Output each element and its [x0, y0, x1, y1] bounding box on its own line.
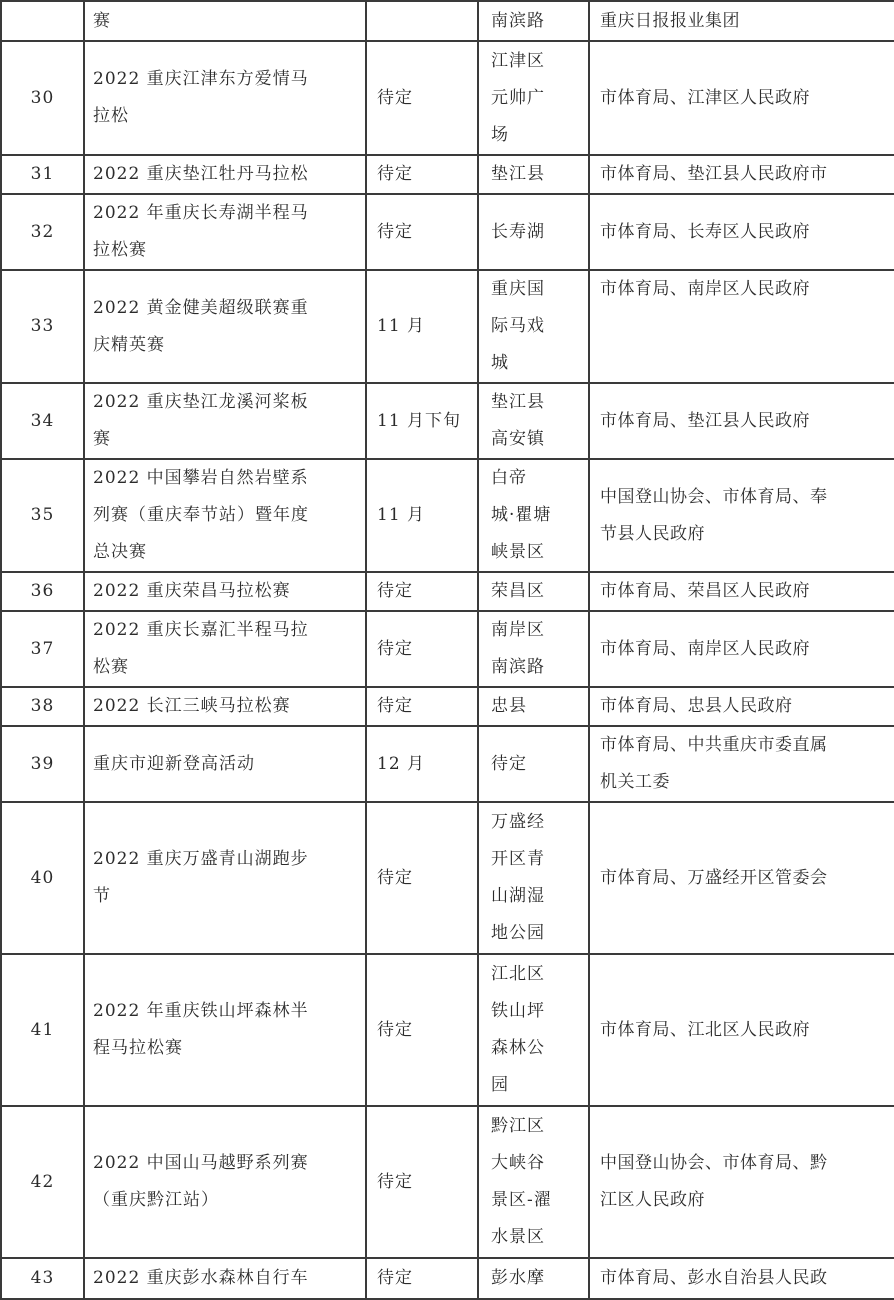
cell-number: 43	[1, 1258, 84, 1299]
cell-location-line: 长寿湖	[491, 221, 545, 242]
cell-time-line: 待定	[377, 221, 413, 242]
cell-event-name-line: 2022 重庆万盛青山湖跑步	[93, 849, 309, 869]
table-row	[1, 802, 894, 954]
cell-location-line: 场	[491, 124, 509, 145]
cell-location-line: 白帝	[491, 468, 527, 488]
cell-number: 35	[1, 459, 84, 572]
table-row	[1, 611, 894, 687]
cell-location	[478, 1258, 589, 1299]
cell-event-name-line: 2022 重庆彭水森林自行车	[93, 1268, 309, 1288]
cell-time	[366, 270, 478, 383]
cell-event-name-line: 2022 长江三峡马拉松赛	[93, 696, 291, 716]
cell-time-line: 11 月	[377, 505, 426, 525]
cell-time-line: 待定	[377, 696, 413, 716]
cell-time	[366, 459, 478, 572]
cell-location	[478, 270, 589, 383]
cell-location-line: 际马戏	[491, 316, 545, 336]
cell-event-name	[84, 383, 366, 459]
cell-location-line: 垫江县	[491, 164, 545, 184]
cell-event-name	[84, 155, 366, 194]
cell-number: 42	[1, 1106, 84, 1258]
cell-event-name	[84, 459, 366, 572]
cell-organizer	[589, 194, 894, 270]
cell-number: 34	[1, 383, 84, 459]
cell-event-name	[84, 687, 366, 726]
cell-organizer-line: 江区人民政府	[600, 1190, 705, 1210]
cell-time	[366, 1258, 478, 1299]
table-row	[1, 726, 894, 802]
cell-location-line: 荣昌区	[491, 581, 545, 601]
cell-event-name	[84, 954, 366, 1106]
cell-location-line: 南滨路	[491, 657, 545, 677]
cell-event-name-line: 列赛（重庆奉节站）暨年度	[93, 505, 309, 525]
cell-time-line: 待定	[377, 1019, 413, 1040]
cell-location-line: 黔江区	[491, 1116, 545, 1136]
cell-organizer-line: 市体育局、江津区人民政府	[600, 87, 810, 108]
cell-location-line: 江北区	[491, 964, 545, 984]
cell-event-name-line: 2022 重庆长嘉汇半程马拉	[93, 620, 309, 640]
cell-location-line: 森林公	[491, 1038, 545, 1058]
cell-organizer-line: 市体育局、忠县人民政府	[600, 696, 793, 716]
events-table-body	[1, 1, 894, 1299]
cell-event-name-line: 2022 中国山马越野系列赛	[93, 1153, 309, 1173]
table-row	[1, 41, 894, 155]
cell-event-name-line: 重庆市迎新登高活动	[93, 753, 255, 774]
cell-event-name	[84, 1, 366, 41]
cell-time	[366, 41, 478, 155]
cell-time	[366, 726, 478, 802]
cell-location-line: 地公园	[491, 923, 545, 943]
cell-event-name	[84, 726, 366, 802]
cell-event-name-line: 2022 中国攀岩自然岩壁系	[93, 468, 309, 488]
cell-organizer-line: 市体育局、长寿区人民政府	[600, 221, 810, 242]
cell-organizer	[589, 1, 894, 41]
cell-number: 37	[1, 611, 84, 687]
cell-location-line: 垫江县	[491, 392, 545, 412]
cell-event-name-line: 2022 重庆荣昌马拉松赛	[93, 581, 291, 601]
cell-event-name-line: 2022 年重庆铁山坪森林半	[93, 1001, 309, 1021]
cell-number: 32	[1, 194, 84, 270]
cell-location	[478, 1, 589, 41]
cell-time	[366, 383, 478, 459]
cell-time-line: 11 月	[377, 316, 426, 336]
cell-organizer-line: 重庆日报报业集团	[600, 10, 740, 31]
cell-location	[478, 802, 589, 954]
cell-organizer-line: 市体育局、南岸区人民政府	[600, 279, 810, 299]
cell-event-name-line: 拉松	[93, 106, 129, 126]
table-row	[1, 155, 894, 194]
cell-event-name-line: 节	[93, 886, 111, 906]
cell-event-name-line: 2022 黄金健美超级联赛重	[93, 297, 309, 318]
cell-location	[478, 1106, 589, 1258]
table-row	[1, 459, 894, 572]
cell-event-name	[84, 611, 366, 687]
cell-event-name	[84, 1258, 366, 1299]
cell-location-line: 高安镇	[491, 429, 545, 449]
cell-time-line: 待定	[377, 164, 413, 184]
cell-event-name-line: 程马拉松赛	[93, 1038, 183, 1058]
cell-location-line: 铁山坪	[491, 1001, 545, 1021]
cell-location	[478, 687, 589, 726]
cell-location	[478, 41, 589, 155]
cell-event-name	[84, 194, 366, 270]
cell-location	[478, 194, 589, 270]
cell-event-name-line: 松赛	[93, 657, 129, 677]
cell-organizer-line: 机关工委	[600, 772, 670, 792]
cell-time	[366, 1, 478, 41]
cell-time-line: 待定	[377, 867, 413, 888]
cell-time-line: 11 月下旬	[377, 410, 462, 431]
cell-time	[366, 611, 478, 687]
cell-organizer	[589, 41, 894, 155]
cell-event-name-line: 2022 重庆垫江牡丹马拉松	[93, 164, 309, 184]
cell-location	[478, 726, 589, 802]
cell-location	[478, 383, 589, 459]
table-row	[1, 270, 894, 383]
cell-organizer-line: 节县人民政府	[600, 523, 705, 544]
cell-location-line: 山湖湿	[491, 886, 545, 906]
cell-event-name-line: 庆精英赛	[93, 334, 165, 355]
cell-location-line: 江津区	[491, 50, 545, 71]
cell-location-line: 峡景区	[491, 542, 545, 562]
cell-number: 30	[1, 41, 84, 155]
table-row	[1, 572, 894, 611]
cell-location	[478, 572, 589, 611]
cell-location	[478, 954, 589, 1106]
table-row	[1, 687, 894, 726]
cell-location-line: 城	[491, 353, 509, 373]
cell-organizer-line: 市体育局、中共重庆市委直属	[600, 735, 828, 755]
cell-time	[366, 572, 478, 611]
cell-event-name	[84, 572, 366, 611]
table-row	[1, 1, 894, 41]
cell-location-line: 待定	[491, 753, 527, 774]
cell-location-line: 开区青	[491, 849, 545, 869]
cell-organizer-line: 市体育局、垫江县人民政府	[600, 410, 810, 431]
cell-location	[478, 611, 589, 687]
cell-organizer-line: 中国登山协会、市体育局、黔	[600, 1153, 828, 1173]
cell-time-line: 待定	[377, 1268, 413, 1288]
cell-event-name	[84, 41, 366, 155]
cell-event-name-line: （重庆黔江站）	[93, 1190, 219, 1210]
cell-location-line: 城·瞿塘	[491, 505, 552, 525]
cell-location-line: 南岸区	[491, 620, 545, 640]
cell-location-line: 水景区	[491, 1227, 545, 1247]
cell-location-line: 重庆国	[491, 279, 545, 299]
table-row	[1, 954, 894, 1106]
cell-time	[366, 687, 478, 726]
cell-event-name-line: 2022 重庆垫江龙溪河桨板	[93, 392, 309, 412]
cell-location-line: 彭水摩	[491, 1268, 545, 1288]
cell-organizer-line: 市体育局、荣昌区人民政府	[600, 581, 810, 601]
cell-number: 38	[1, 687, 84, 726]
cell-time-line: 12 月	[377, 753, 426, 774]
cell-event-name	[84, 1106, 366, 1258]
cell-number: 36	[1, 572, 84, 611]
cell-event-name-line: 赛	[93, 429, 111, 449]
cell-organizer	[589, 270, 894, 383]
cell-number: 40	[1, 802, 84, 954]
cell-location-line: 忠县	[491, 696, 527, 716]
cell-location-line: 万盛经	[491, 812, 545, 832]
cell-organizer-line: 市体育局、南岸区人民政府	[600, 638, 810, 659]
cell-organizer-line: 市体育局、彭水自治县人民政	[600, 1268, 828, 1288]
cell-number: 39	[1, 726, 84, 802]
cell-location	[478, 459, 589, 572]
cell-organizer	[589, 155, 894, 194]
cell-organizer	[589, 611, 894, 687]
cell-organizer-line: 中国登山协会、市体育局、奉	[600, 486, 828, 507]
cell-number: 31	[1, 155, 84, 194]
cell-time-line: 待定	[377, 638, 413, 659]
table-row	[1, 194, 894, 270]
table-row	[1, 383, 894, 459]
cell-location-line: 元帅广	[491, 87, 545, 108]
cell-location-line: 园	[491, 1075, 509, 1095]
cell-event-name	[84, 802, 366, 954]
cell-location	[478, 155, 589, 194]
cell-organizer	[589, 687, 894, 726]
cell-organizer	[589, 383, 894, 459]
cell-location-line: 景区-濯	[491, 1190, 552, 1210]
cell-time-line: 待定	[377, 87, 413, 108]
cell-organizer-line: 市体育局、万盛经开区管委会	[600, 867, 828, 888]
table-row	[1, 1258, 894, 1299]
cell-number	[1, 1, 84, 41]
cell-time-line: 待定	[377, 581, 413, 601]
cell-time	[366, 1106, 478, 1258]
cell-event-name-line: 2022 年重庆长寿湖半程马	[93, 203, 309, 223]
cell-location-line: 南滨路	[491, 10, 545, 31]
cell-organizer-line: 市体育局、垫江县人民政府市	[600, 164, 828, 184]
cell-time	[366, 954, 478, 1106]
cell-event-name	[84, 270, 366, 383]
cell-number: 41	[1, 954, 84, 1106]
table-row	[1, 1106, 894, 1258]
cell-organizer	[589, 726, 894, 802]
cell-number: 33	[1, 270, 84, 383]
cell-organizer-line: 市体育局、江北区人民政府	[600, 1019, 810, 1040]
cell-organizer	[589, 459, 894, 572]
cell-organizer	[589, 954, 894, 1106]
cell-organizer	[589, 802, 894, 954]
cell-time	[366, 155, 478, 194]
cell-location-line: 大峡谷	[491, 1153, 545, 1173]
cell-event-name-line: 拉松赛	[93, 240, 147, 260]
cell-event-name-line: 总决赛	[93, 542, 147, 562]
cell-time	[366, 194, 478, 270]
cell-time-line: 待定	[377, 1171, 413, 1192]
cell-organizer	[589, 572, 894, 611]
cell-event-name-line: 赛	[93, 10, 111, 31]
cell-organizer	[589, 1106, 894, 1258]
cell-time	[366, 802, 478, 954]
cell-event-name-line: 2022 重庆江津东方爱情马	[93, 69, 309, 89]
cell-organizer	[589, 1258, 894, 1299]
